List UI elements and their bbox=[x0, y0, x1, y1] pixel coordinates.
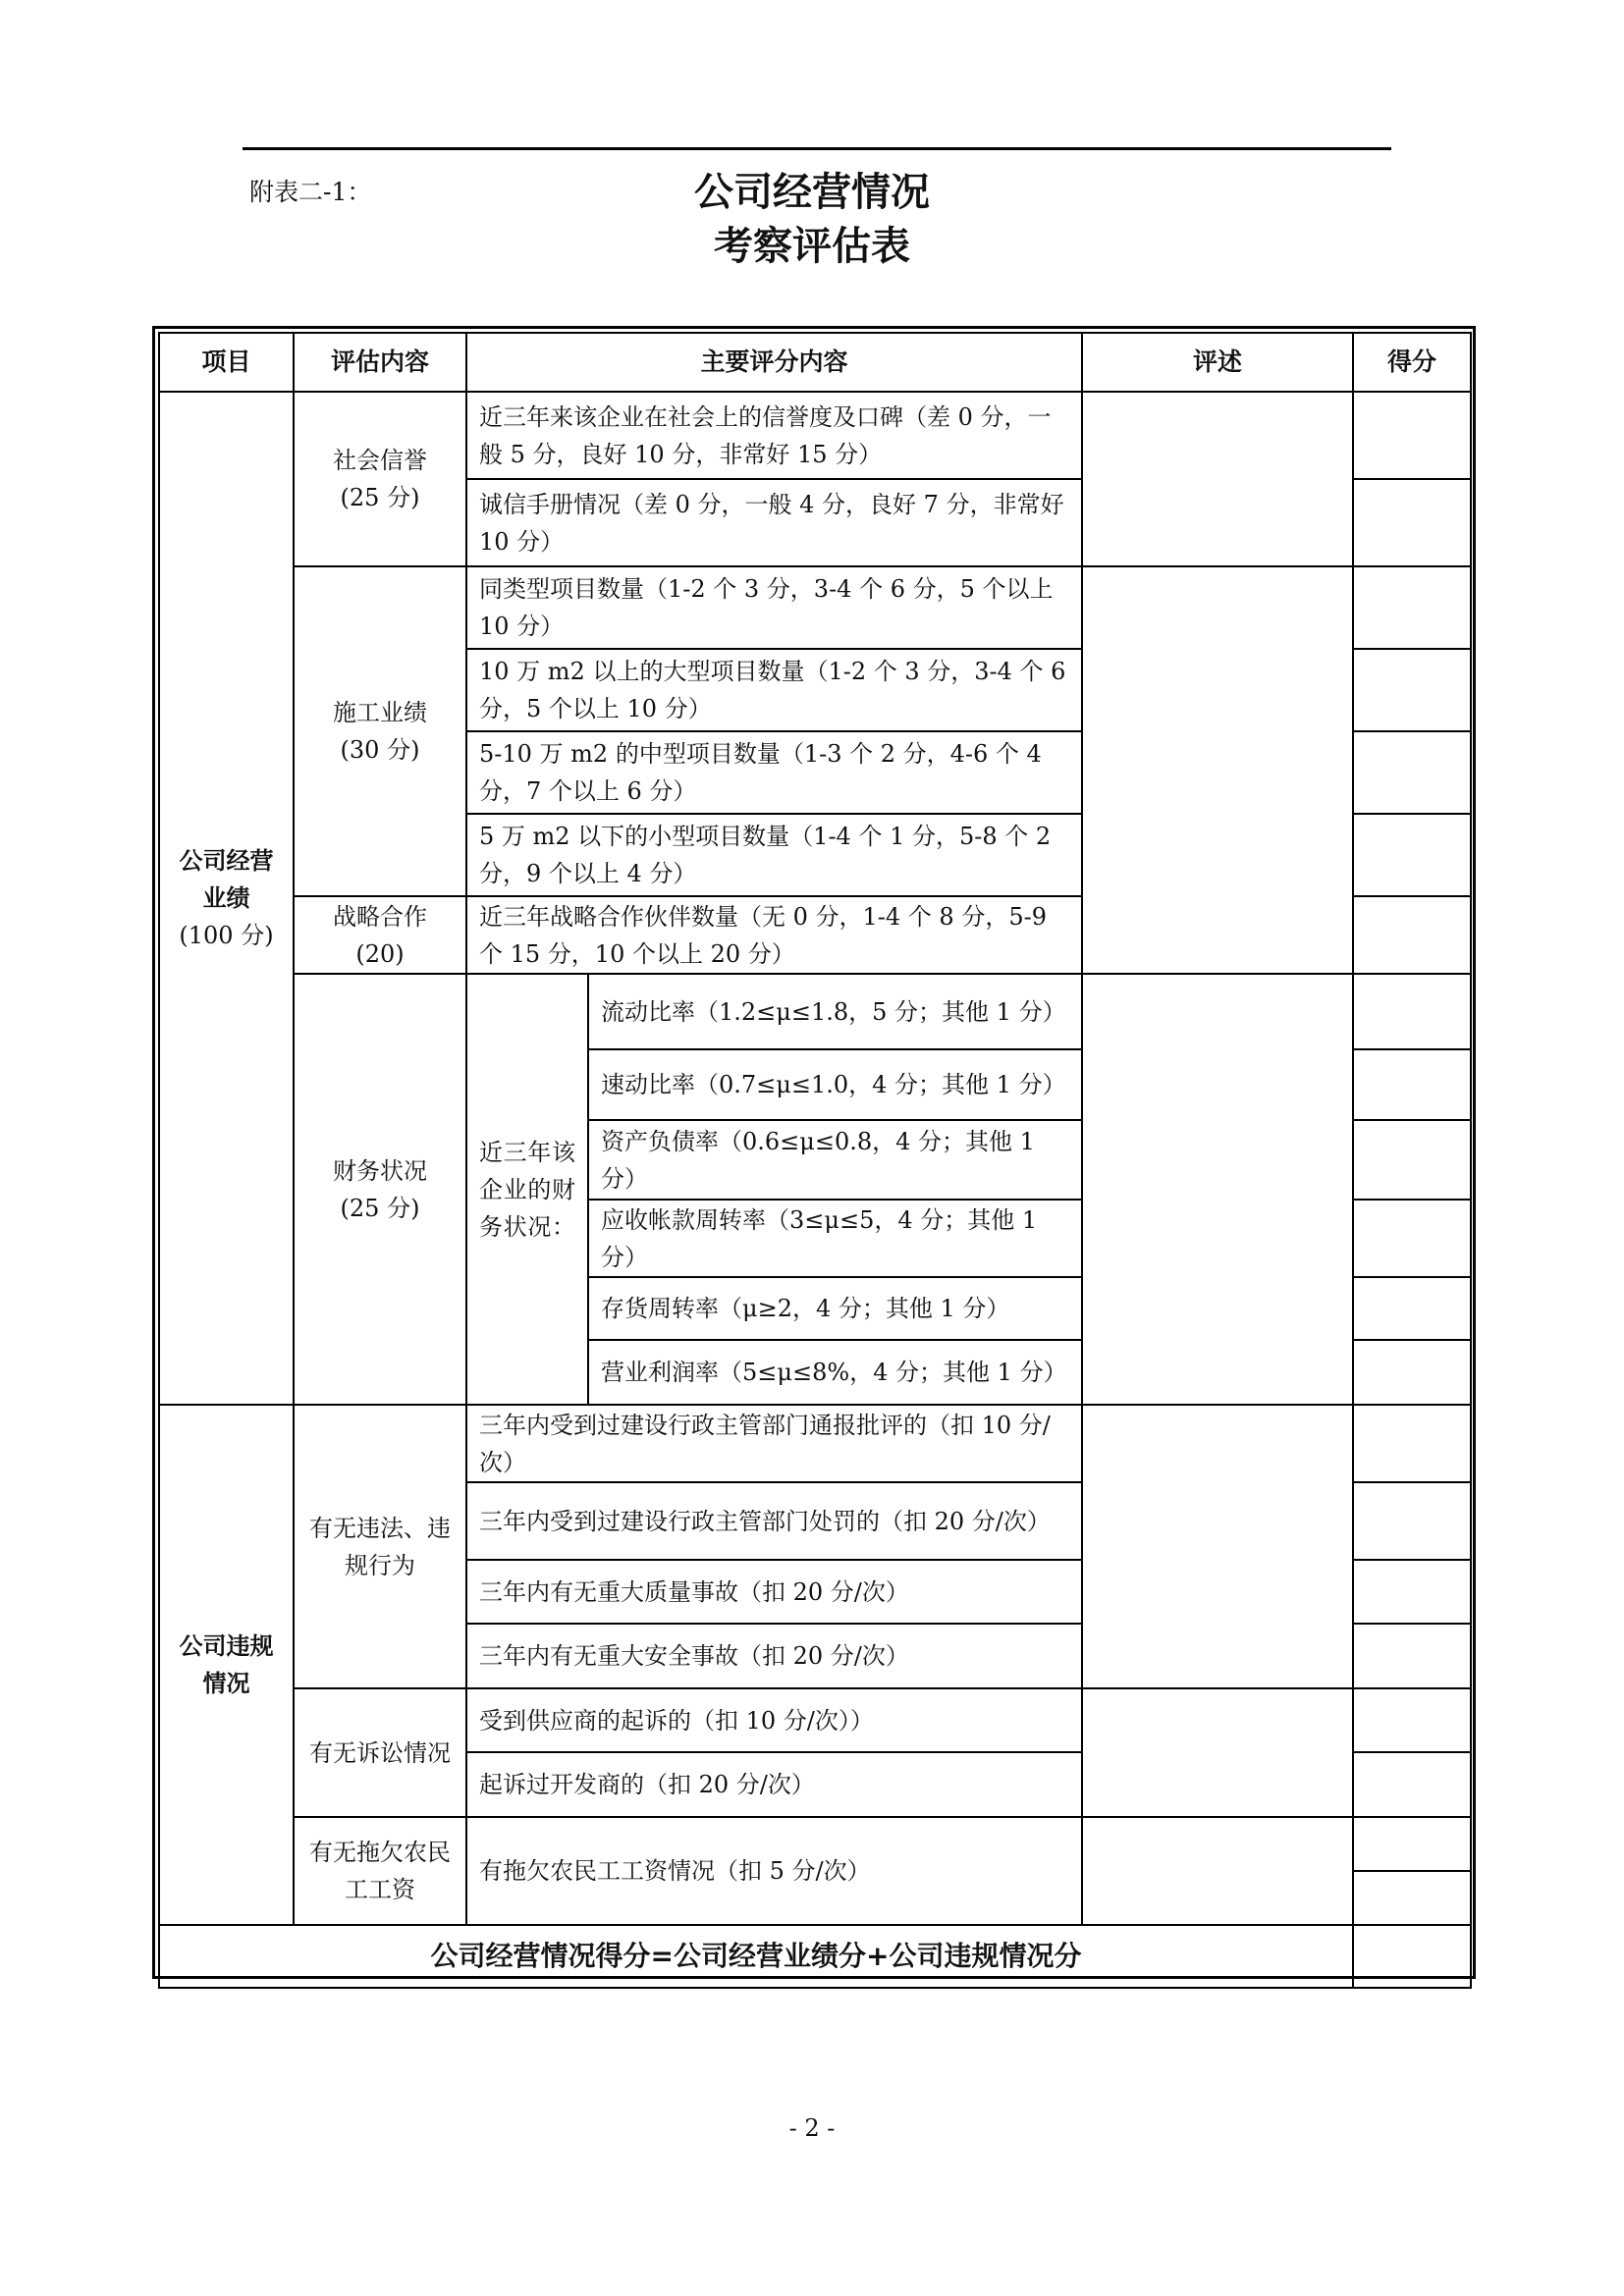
category-performance bbox=[159, 392, 294, 1405]
subcategory-points: (25 分) bbox=[340, 1194, 420, 1222]
table-row bbox=[159, 1817, 1471, 1925]
score-cell[interactable] bbox=[1353, 1560, 1471, 1624]
criteria-cell: 同类型项目数量（1-2 个 3 分，3-4 个 6 分，5 个以上 10 分） bbox=[466, 566, 1082, 649]
score-cell[interactable] bbox=[1353, 1200, 1471, 1277]
score-cell[interactable] bbox=[1353, 1405, 1471, 1482]
category-performance-label: 公司经营业绩 bbox=[179, 847, 274, 912]
score-cell[interactable] bbox=[1353, 896, 1471, 974]
criteria-cell: 三年内受到过建设行政主管部门处罚的（扣 20 分/次） bbox=[466, 1482, 1082, 1560]
subcategory-label: 财务状况 bbox=[333, 1156, 427, 1185]
score-cell[interactable] bbox=[1353, 649, 1471, 731]
score-cell[interactable] bbox=[1353, 1120, 1471, 1200]
subcategory-points: (30 分) bbox=[340, 736, 420, 764]
criteria-cell: 近三年战略合作伙伴数量（无 0 分，1-4 个 8 分，5-9 个 15 分，10 个以上 20 分） bbox=[466, 896, 1082, 974]
table-row bbox=[159, 392, 1471, 479]
criteria-cell: 5 万 m2 以下的小型项目数量（1-4 个 1 分，5-8 个 2 分，9 个以上 4 分） bbox=[466, 814, 1082, 896]
subcategory-label: 社会信誉 bbox=[333, 447, 427, 474]
subcategory-strategic bbox=[294, 896, 466, 974]
criteria-cell: 5-10 万 m2 的中型项目数量（1-3 个 2 分，4-6 个 4 分，7 个以上 6 分） bbox=[466, 731, 1082, 814]
subcategory-reputation bbox=[294, 392, 466, 566]
table-row bbox=[159, 566, 1471, 649]
subcategory-label: 战略合作 bbox=[333, 902, 427, 931]
criteria-cell: 受到供应商的起诉的（扣 10 分/次）） bbox=[466, 1688, 1082, 1752]
subcategory-construction bbox=[294, 566, 466, 896]
criteria-cell: 三年内受到过建设行政主管部门通报批评的（扣 10 分/次） bbox=[466, 1405, 1082, 1482]
table-row bbox=[159, 1405, 1471, 1482]
criteria-cell: 存货周转率（μ≥2，4 分；其他 1 分） bbox=[588, 1277, 1082, 1340]
score-cell[interactable] bbox=[1353, 1688, 1471, 1752]
appendix-label: 附表二-1： bbox=[249, 178, 372, 206]
criteria-cell: 10 万 m2 以上的大型项目数量（1-2 个 3 分，3-4 个 6 分，5 个以上 10 分） bbox=[466, 649, 1082, 731]
table-row bbox=[159, 1688, 1471, 1752]
score-cell-split[interactable] bbox=[1353, 1817, 1471, 1925]
criteria-cell: 三年内有无重大安全事故（扣 20 分/次） bbox=[466, 1624, 1082, 1688]
comment-cell[interactable] bbox=[1082, 1688, 1353, 1817]
criteria-cell: 资产负债率（0.6≤μ≤0.8，4 分；其他 1 分） bbox=[588, 1120, 1082, 1200]
score-cell[interactable] bbox=[1353, 974, 1471, 1049]
header-criteria: 主要评分内容 bbox=[466, 333, 1082, 392]
criteria-cell: 三年内有无重大质量事故（扣 20 分/次） bbox=[466, 1560, 1082, 1624]
subcategory-label: 施工业绩 bbox=[333, 699, 427, 726]
comment-cell[interactable] bbox=[1082, 1817, 1353, 1925]
header-item: 项目 bbox=[159, 333, 294, 392]
total-score-cell[interactable] bbox=[1353, 1925, 1471, 1988]
criteria-cell: 起诉过开发商的（扣 20 分/次） bbox=[466, 1752, 1082, 1817]
criteria-cell: 近三年来该企业在社会上的信誉度及口碑（差 0 分，一般 5 分，良好 10 分，非常好 15 分） bbox=[466, 392, 1082, 479]
subcategory-finance bbox=[294, 974, 466, 1405]
category-performance-points: (100 分) bbox=[179, 922, 274, 949]
score-cell[interactable] bbox=[1353, 814, 1471, 896]
score-cell[interactable] bbox=[1353, 479, 1471, 566]
header-comment: 评述 bbox=[1082, 333, 1353, 392]
category-violations: 公司违规情况 bbox=[159, 1405, 294, 1925]
score-cell[interactable] bbox=[1353, 1277, 1471, 1340]
subcategory-wages: 有无拖欠农民工工资 bbox=[294, 1817, 466, 1925]
evaluation-table bbox=[158, 332, 1472, 1989]
score-cell[interactable] bbox=[1353, 1340, 1471, 1405]
score-cell[interactable] bbox=[1353, 1049, 1471, 1120]
page-number: - 2 - bbox=[788, 2114, 836, 2142]
subcategory-litigation: 有无诉讼情况 bbox=[294, 1688, 466, 1817]
subcategory-points: (20) bbox=[355, 939, 405, 968]
header-rule bbox=[243, 147, 1391, 150]
score-cell[interactable] bbox=[1353, 731, 1471, 814]
score-cell[interactable] bbox=[1353, 1482, 1471, 1560]
document-title: 公司经营情况 bbox=[694, 170, 930, 215]
criteria-cell: 应收帐款周转率（3≤μ≤5，4 分；其他 1 分） bbox=[588, 1200, 1082, 1277]
table-row bbox=[159, 974, 1471, 1049]
criteria-cell: 速动比率（0.7≤μ≤1.0，4 分；其他 1 分） bbox=[588, 1049, 1082, 1120]
comment-cell[interactable] bbox=[1082, 974, 1353, 1405]
criteria-cell: 诚信手册情况（差 0 分，一般 4 分，良好 7 分，非常好 10 分） bbox=[466, 479, 1082, 566]
score-cell-lower[interactable] bbox=[1354, 1870, 1470, 1924]
document-subtitle: 考察评估表 bbox=[714, 224, 910, 269]
total-row bbox=[159, 1925, 1471, 1988]
subcategory-illegal: 有无违法、违规行为 bbox=[294, 1405, 466, 1688]
total-formula: 公司经营情况得分=公司经营业绩分+公司违规情况分 bbox=[159, 1925, 1353, 1988]
table-header-row bbox=[159, 333, 1471, 392]
comment-cell[interactable] bbox=[1082, 1405, 1353, 1688]
finance-intro: 近三年该企业的财务状况： bbox=[466, 974, 588, 1405]
score-cell[interactable] bbox=[1353, 392, 1471, 479]
score-cell[interactable] bbox=[1353, 566, 1471, 649]
score-cell-upper[interactable] bbox=[1354, 1818, 1470, 1870]
header-score: 得分 bbox=[1353, 333, 1471, 392]
subcategory-points: (25 分) bbox=[340, 484, 420, 511]
criteria-cell: 流动比率（1.2≤μ≤1.8，5 分；其他 1 分） bbox=[588, 974, 1082, 1049]
comment-cell[interactable] bbox=[1082, 566, 1353, 974]
comment-cell[interactable] bbox=[1082, 392, 1353, 566]
score-cell[interactable] bbox=[1353, 1752, 1471, 1817]
criteria-cell: 营业利润率（5≤μ≤8%，4 分；其他 1 分） bbox=[588, 1340, 1082, 1405]
score-cell[interactable] bbox=[1353, 1624, 1471, 1688]
criteria-cell: 有拖欠农民工工资情况（扣 5 分/次） bbox=[466, 1817, 1082, 1925]
header-content: 评估内容 bbox=[294, 333, 466, 392]
